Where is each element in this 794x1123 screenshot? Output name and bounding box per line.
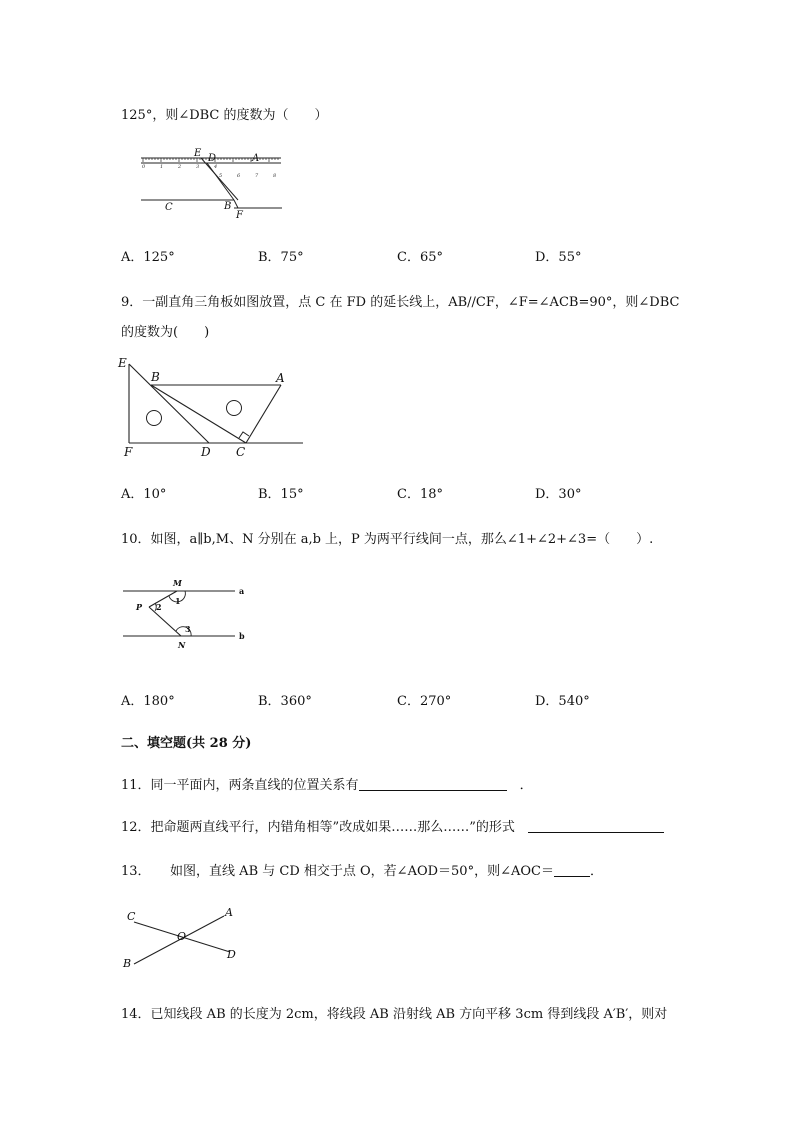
ruler-tick-0: 0 <box>142 164 146 170</box>
q10-label-2: 2 <box>156 602 162 612</box>
ruler-tick-8: 8 <box>273 173 277 179</box>
q11-answer-blank[interactable] <box>359 778 507 791</box>
q13-row <box>121 860 603 879</box>
q9-option-b[interactable]: B．15° <box>258 487 304 502</box>
q9-figure <box>115 352 310 462</box>
q10-option-a[interactable]: A．180° <box>121 694 175 709</box>
q10-label-P: P <box>136 602 143 612</box>
q12-text: 12．把命题两直线平行，内错角相等”改成如果……那么……”的形式 <box>121 820 515 835</box>
q13-tail: ． <box>589 864 603 879</box>
q8-option-c[interactable]: C．65° <box>397 250 443 265</box>
ruler-tick-1: 1 <box>160 164 164 170</box>
q10-label-3: 3 <box>185 624 191 634</box>
q10-option-b[interactable]: B．360° <box>258 694 312 709</box>
q8-label-F: F <box>236 210 243 221</box>
q10-label-a: a <box>239 586 245 596</box>
ruler-tick-6: 6 <box>237 173 241 179</box>
q10-label-b: b <box>239 631 245 641</box>
q9-text-line1: 9．一副直角三角板如图放置，点 C 在 FD 的延长线上，AB//CF，∠F=∠ACB=90°，则∠DBC <box>121 295 680 310</box>
q10-figure <box>115 574 255 654</box>
q13-figure <box>118 902 243 974</box>
ruler-tick-7: 7 <box>255 173 259 179</box>
q12-answer-blank[interactable] <box>528 820 664 833</box>
q8-text: 125°，则∠DBC 的度数为（ ） <box>121 108 328 123</box>
q10-label-N: N <box>178 640 186 650</box>
q9-option-a[interactable]: A．10° <box>121 487 167 502</box>
q9-label-C: C <box>236 445 246 459</box>
q8-label-A: A <box>252 153 260 164</box>
q10-text: 10．如图，a∥b,M、N 分别在 a,b 上，P 为两平行线间一点，那么∠1+∠2+∠3=（ ）. <box>121 532 654 547</box>
ruler-tick-3: 3 <box>196 164 200 170</box>
q9-label-E: E <box>118 356 127 370</box>
q13-label-B: B <box>123 957 132 970</box>
q8-option-d[interactable]: D．55° <box>535 250 582 265</box>
q9-label-D: D <box>201 445 211 459</box>
ruler-tick-4: 4 <box>214 164 218 170</box>
q13-label-A: A <box>225 906 233 919</box>
section-title: 二、填空题(共 28 分) <box>121 736 252 751</box>
q12-row <box>121 816 664 835</box>
q8-figure <box>135 146 295 222</box>
q8-label-E: E <box>194 148 202 159</box>
q8-option-b[interactable]: B．75° <box>258 250 304 265</box>
q9-label-B: B <box>151 370 160 384</box>
q13-label-C: C <box>127 910 136 923</box>
q9-label-A: A <box>276 371 285 385</box>
ruler-tick-2: 2 <box>178 164 182 170</box>
ruler-tick-5: 5 <box>219 173 223 179</box>
q11-text: 11．同一平面内，两条直线的位置关系有 <box>121 778 359 793</box>
q10-option-c[interactable]: C．270° <box>397 694 452 709</box>
q9-option-c[interactable]: C．18° <box>397 487 443 502</box>
q8-label-D: D <box>208 153 217 164</box>
q9-text-line2: 的度数为( ) <box>121 325 210 340</box>
q14-text: 14．已知线段 AB 的长度为 2cm，将线段 AB 沿射线 AB 方向平移 3cm 得到线段 A′B′，则对 <box>121 1007 668 1022</box>
q13-answer-blank[interactable] <box>554 864 590 877</box>
q10-label-M: M <box>173 578 182 588</box>
q11-tail: ． <box>519 778 533 793</box>
q13-label-O: O <box>177 930 187 943</box>
q10-label-1: 1 <box>175 596 181 606</box>
q8-label-B: B <box>224 201 232 212</box>
q10-option-d[interactable]: D．540° <box>535 694 590 709</box>
q11-row <box>121 774 533 793</box>
q8-label-C: C <box>165 202 173 213</box>
q9-label-F: F <box>124 445 133 459</box>
q8-option-a[interactable]: A．125° <box>121 250 175 265</box>
q13-label-D: D <box>227 948 236 961</box>
q9-option-d[interactable]: D．30° <box>535 487 582 502</box>
q13-text: 13． 如图，直线 AB 与 CD 相交于点 O，若∠AOD＝50°，则∠AOC＝ <box>121 864 554 879</box>
